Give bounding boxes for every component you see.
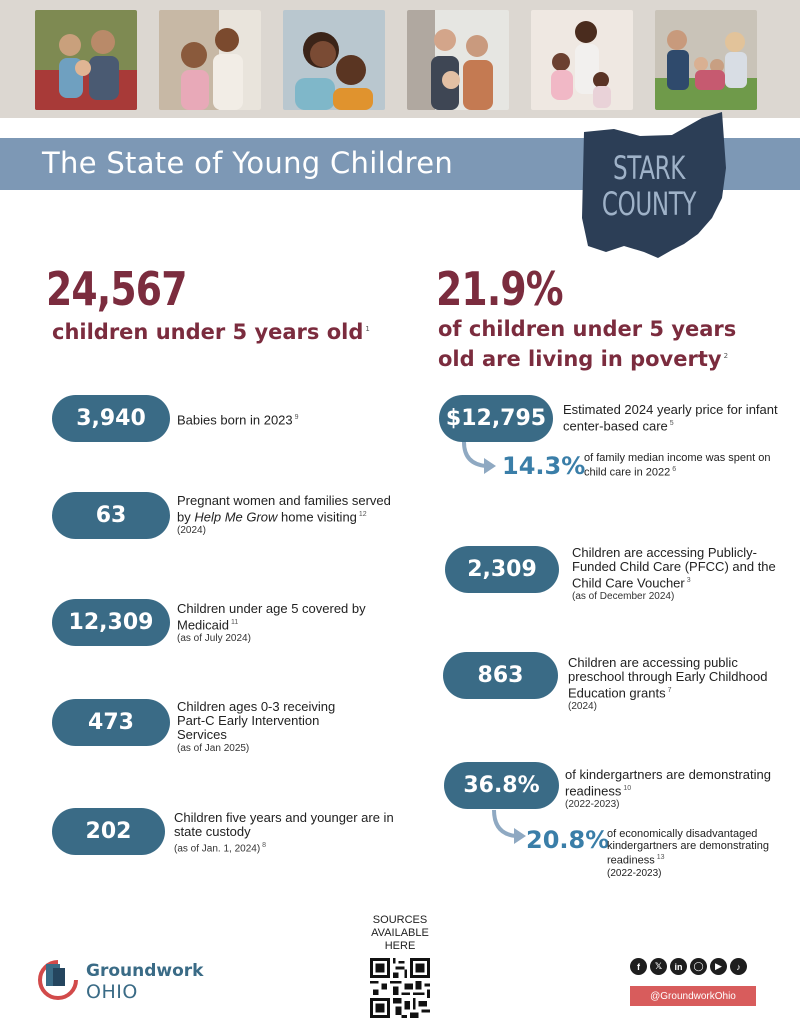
stat-label: home visiting	[277, 509, 357, 525]
sub-stat-ref: 13	[656, 854, 665, 861]
county-line-2: COUNTY	[601, 185, 697, 223]
stat-pill-births: 3,940	[52, 395, 170, 442]
poverty-label-line-1: of children under 5 years	[438, 317, 737, 341]
mother-daughters-photo	[531, 10, 633, 110]
poverty-ref: 2	[723, 352, 729, 360]
stat-pill-kindergarten-readiness: 36.8%	[444, 762, 559, 809]
stat-label: Children ages 0-3 receiving Part-C Early Intervention Services	[177, 699, 336, 742]
stat-pill-medicaid: 12,309	[52, 599, 170, 646]
stat-ref: 9	[294, 414, 299, 421]
x-icon[interactable]: 𝕏	[650, 958, 667, 975]
stat-label: Children are accessing public preschool through Early Childhood Education grants	[568, 655, 768, 701]
stat-pill-preschool: 863	[443, 652, 558, 699]
family-photo	[35, 10, 137, 110]
stat-label: Babies born in 2023	[177, 412, 293, 428]
disadvantaged-readiness-value: 20.8%	[526, 826, 610, 854]
stat-note: (as of July 2024)	[177, 633, 251, 645]
stat-ref: 11	[231, 619, 239, 626]
sub-stat-note: (2022-2023)	[607, 867, 662, 879]
stat-ref: 3	[686, 577, 691, 584]
income-share-value: 14.3%	[502, 452, 586, 480]
parents-baby-photo	[407, 10, 509, 110]
stat-text-medicaid	[177, 602, 387, 645]
curved-arrow-icon	[458, 440, 498, 476]
stat-text-births	[177, 411, 397, 427]
family-outdoors-photo	[655, 10, 757, 110]
stat-label: Children are accessing Publicly-Funded Child Care (PFCC) and the Child Care Voucher	[572, 545, 776, 591]
stat-note: (2024)	[177, 525, 206, 537]
poverty-label-line-2: old are living in poverty	[438, 347, 722, 371]
disadvantaged-readiness-text	[607, 828, 792, 880]
sub-stat-label: of economically disadvantaged kindergartners are demonstrating readiness	[607, 828, 770, 867]
page-title: The State of Young Children	[42, 146, 454, 180]
org-name-state: OHIO	[86, 981, 138, 1003]
social-handle[interactable]: @GroundworkOhio	[630, 986, 756, 1006]
stat-note: (as of Jan. 1, 2024)	[174, 843, 261, 855]
county-label	[599, 150, 698, 222]
stat-text-kindergarten-readiness	[565, 768, 775, 811]
youtube-icon[interactable]: ▶	[710, 958, 727, 975]
instagram-icon[interactable]: ◯	[690, 958, 707, 975]
facebook-icon[interactable]: f	[630, 958, 647, 975]
stat-pill-early-intervention: 473	[52, 699, 170, 746]
stat-text-child-care-price	[563, 403, 783, 433]
qr-code[interactable]	[370, 958, 430, 1018]
stat-label: of kindergartners are demonstrating readiness	[565, 767, 771, 799]
stat-note: (as of December 2024)	[572, 591, 675, 603]
social-icons	[630, 958, 747, 975]
groundwork-logo-icon	[36, 958, 80, 1002]
poverty-label	[438, 316, 736, 373]
stat-ref: 5	[669, 420, 674, 427]
stat-ref: 7	[667, 687, 672, 694]
stat-pill-pfcc: 2,309	[445, 546, 559, 593]
stat-text-state-custody	[174, 811, 394, 855]
sources-line-1: SOURCES	[372, 914, 428, 926]
stat-label: Children five years and younger are in state custody	[174, 810, 394, 839]
headline-left-ref: 1	[365, 325, 370, 333]
two-girls-photo	[159, 10, 261, 110]
sources-line-2: AVAILABLE	[371, 927, 429, 939]
stat-text-home-visiting	[177, 494, 397, 537]
org-name: Groundwork	[86, 961, 204, 981]
stat-label: Children under age 5 covered by Medicaid	[177, 601, 366, 633]
stat-text-pfcc	[572, 546, 790, 603]
stat-ref: 10	[623, 785, 632, 792]
children-under-5-label	[52, 316, 370, 346]
mother-son-photo	[283, 10, 385, 110]
stat-pill-state-custody: 202	[52, 808, 165, 855]
headline-left-text: children under 5 years old	[52, 320, 364, 344]
curved-arrow-icon	[488, 808, 528, 846]
stat-note: (as of Jan 2025)	[177, 743, 250, 754]
poverty-rate: 21.9%	[436, 262, 563, 316]
program-name: Help Me Grow	[194, 509, 278, 525]
stat-label: Estimated 2024 yearly price for infant center-based care	[563, 402, 778, 434]
sub-stat-ref: 6	[672, 466, 677, 473]
stat-text-preschool	[568, 656, 778, 713]
sources-label	[362, 914, 438, 953]
stat-ref: 12	[358, 511, 367, 518]
stat-label: Pregnant women and families served by	[177, 493, 391, 525]
county-line-1: STARK	[613, 149, 685, 187]
children-under-5-count: 24,567	[46, 262, 187, 316]
sub-stat-label: of family median income was spent on child care in 2022	[584, 452, 771, 479]
tiktok-icon[interactable]: ♪	[730, 958, 747, 975]
stat-pill-home-visiting: 63	[52, 492, 170, 539]
income-share-text	[584, 452, 784, 479]
stat-text-early-intervention	[177, 700, 367, 755]
sources-line-3: HERE	[384, 940, 416, 952]
stat-note: (2024)	[568, 701, 597, 713]
stat-note: (2022-2023)	[565, 799, 620, 811]
stat-ref: 8	[262, 842, 267, 849]
linkedin-icon[interactable]: in	[670, 958, 687, 975]
stat-pill-child-care-price: $12,795	[439, 395, 553, 442]
